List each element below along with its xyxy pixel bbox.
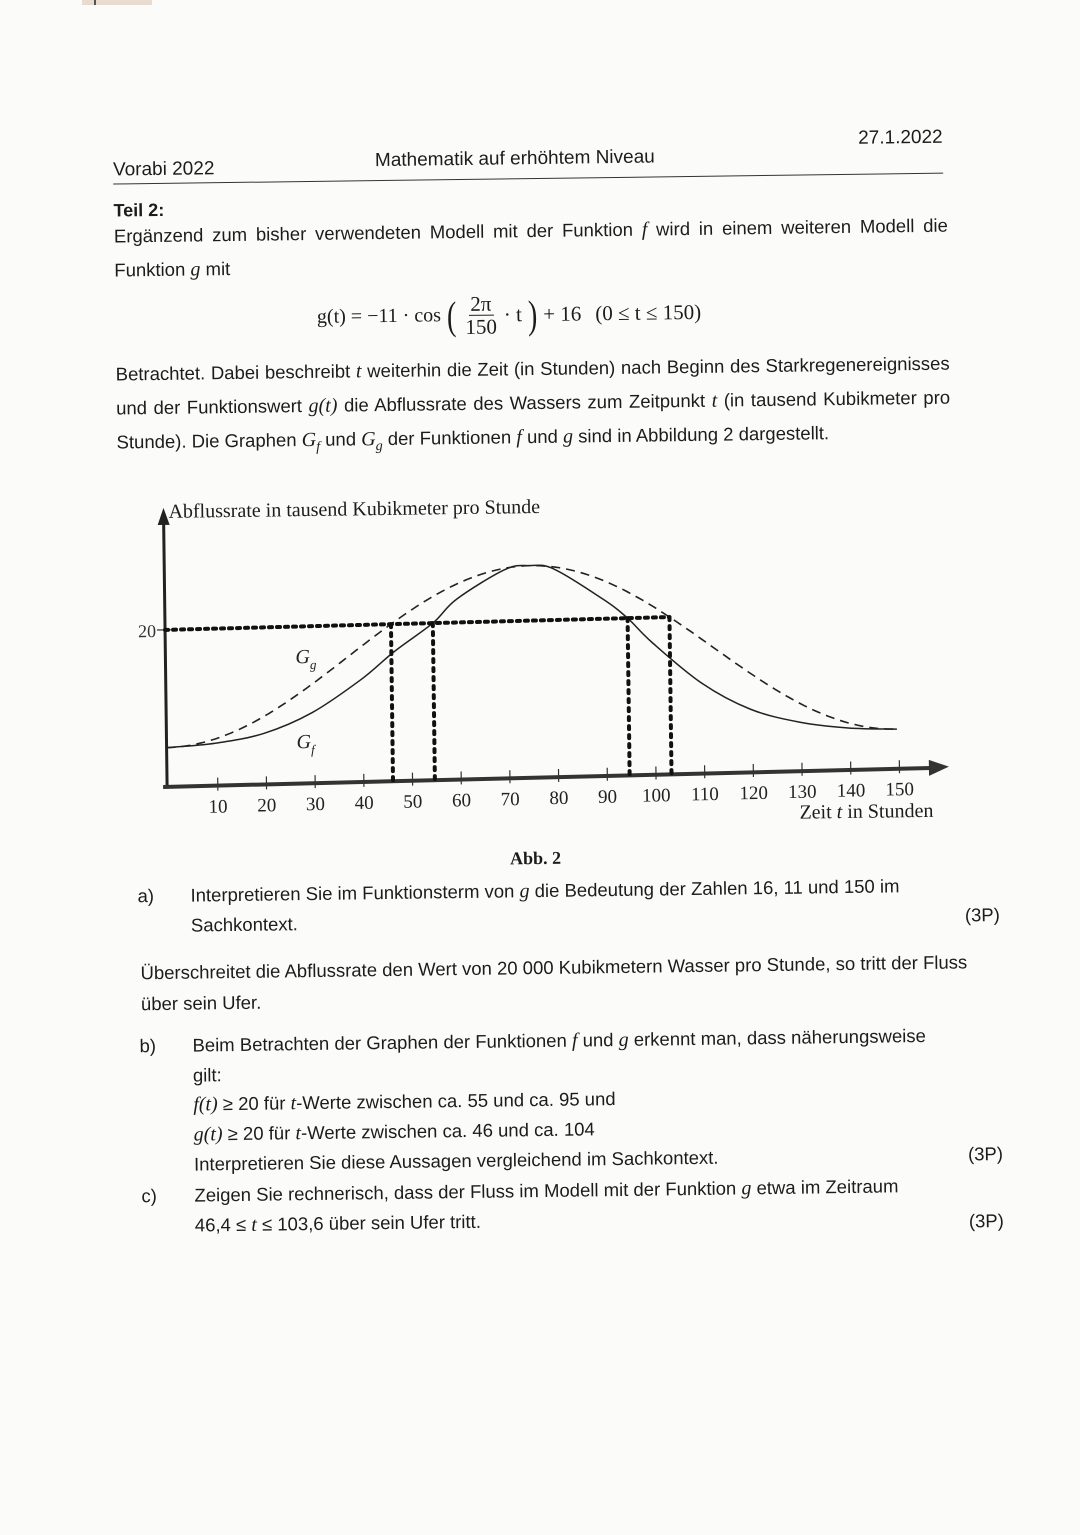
task-c	[141, 1170, 1004, 1241]
task-text: Sachkontext.	[191, 913, 298, 935]
task-body	[192, 1020, 1003, 1179]
task-text: ≤ 103,6 über sein Ufer tritt.	[257, 1211, 481, 1235]
task-text: Beim Betrachten der Graphen der Funktionen	[192, 1030, 572, 1056]
task-body	[190, 870, 1000, 940]
var-f: f	[516, 426, 522, 448]
intro-text: wird in einem weiteren Modell die Funktion	[114, 215, 948, 281]
var-g: g	[519, 880, 529, 902]
graph-Gg: G	[361, 428, 376, 450]
task-b	[139, 1020, 1003, 1179]
vertical-guide	[391, 624, 393, 781]
context-text: weiterhin die Zeit (in Stunden) nach Beginn des Starkregenereignisses und der Funktionswert	[116, 353, 950, 419]
x-tick-label: 80	[549, 788, 568, 809]
x-axis-arrow-icon	[929, 760, 949, 776]
formula-inner-tail: · t	[504, 302, 522, 327]
context-text: (in tausend Kubikmeter pro Stunde). Die Graphen	[116, 387, 950, 453]
task-text: Interpretieren Sie im Funktionsterm von	[190, 880, 519, 905]
task-points: (3P)	[968, 1139, 1003, 1168]
x-tick-label: 60	[452, 790, 471, 811]
var-g: g	[563, 426, 573, 448]
x-tick-label: 120	[739, 783, 768, 804]
x-tick-label: 70	[501, 789, 520, 810]
header-date: 27.1.2022	[858, 127, 943, 150]
task-text: Interpretieren Sie diese Aussagen vergleichend im Sachkontext.	[194, 1147, 719, 1175]
var-t: t	[251, 1214, 257, 1236]
x-tick-label: 20	[257, 795, 276, 816]
flood-condition-note: Überschreitet die Abflussrate den Wert von 20 000 Kubikmetern Wasser pro Stunde, so tritt der Fluss über sein Ufer.	[140, 946, 991, 1019]
var-t: t	[290, 1092, 296, 1114]
subscript-f: f	[316, 440, 320, 455]
context-text: Betrachtet. Dabei beschreibt	[116, 360, 357, 384]
header-exam-name: Vorabi 2022	[113, 158, 215, 181]
task-text: gilt:	[193, 1050, 1002, 1090]
x-tick-label: 10	[208, 796, 227, 817]
chart-y-axis-title: Abflussrate in tausend Kubikmeter pro Stunde	[168, 496, 540, 524]
context-text: und	[320, 428, 361, 450]
task-text: etwa im Zeitraum	[751, 1175, 898, 1198]
intro-text: Ergänzend zum bisher verwendeten Modell mit der Funktion	[114, 219, 642, 247]
formula-rhs: + 16	[543, 301, 581, 326]
vertical-guide	[433, 623, 435, 780]
paren-close: )	[528, 295, 538, 335]
var-g: g	[190, 258, 200, 280]
x-tick-label: 110	[691, 784, 719, 805]
x-tick-label: 130	[788, 782, 817, 803]
task-text: Zeigen Sie rechnerisch, dass der Fluss im Modell mit der Funktion	[194, 1177, 741, 1205]
var-g: g	[619, 1029, 629, 1051]
math-g-of-t: g(t)	[308, 395, 337, 417]
task-body	[194, 1170, 1004, 1241]
x-axis	[163, 768, 936, 787]
var-t: t	[711, 390, 717, 412]
task-text: ≥ 20 für	[218, 1092, 291, 1114]
context-text: der Funktionen	[382, 426, 516, 449]
formula-domain: (0 ≤ t ≤ 150)	[595, 300, 701, 326]
context-text: sind in Abbildung 2 dargestellt.	[573, 422, 829, 446]
curve-Gf	[164, 561, 897, 748]
var-t: t	[356, 360, 362, 382]
task-text: ≥ 20 für	[222, 1122, 295, 1144]
header-subject: Mathematik auf erhöhtem Niveau	[375, 146, 655, 172]
figure-caption: Abb. 2	[510, 848, 561, 870]
task-text: erkennt man, dass näherungsweise	[628, 1025, 925, 1050]
task-text: und	[577, 1029, 618, 1051]
task-label: b)	[139, 1031, 156, 1060]
task-text: -Werte zwischen ca. 46 und ca. 104	[301, 1118, 595, 1143]
var-t: t	[295, 1122, 301, 1144]
fraction-numerator: 2π	[468, 293, 493, 316]
section-title: Teil 2:	[113, 200, 164, 222]
vertical-guide	[669, 617, 671, 774]
vertical-guide	[628, 618, 630, 775]
task-text: 46,4 ≤	[195, 1214, 252, 1236]
y-axis	[164, 517, 168, 787]
task-points: (3P)	[969, 1206, 1004, 1235]
task-label: c)	[141, 1181, 157, 1210]
context-text: und	[522, 426, 563, 448]
x-tick-label: 150	[885, 779, 914, 800]
context-text: die Abflussrate des Wassers zum Zeitpunkt	[337, 390, 711, 416]
intro-text: mit	[200, 258, 230, 279]
fraction-denominator: 150	[465, 316, 497, 338]
task-a	[137, 870, 1000, 940]
var-f: f	[572, 1030, 578, 1052]
chart-x-axis-label: Zeit t in Stunden	[799, 800, 933, 825]
y-axis-arrow-icon	[157, 508, 169, 525]
x-tick-label: 140	[837, 780, 866, 801]
subscript-g: g	[376, 439, 383, 454]
y-tick-label: 20	[138, 621, 156, 641]
task-text: -Werte zwischen ca. 55 und ca. 95 und	[296, 1088, 616, 1113]
var-f: f	[642, 219, 648, 241]
x-tick-label: 50	[403, 792, 422, 813]
label-Gf: $G_f$	[296, 731, 317, 757]
var-g: g	[741, 1177, 751, 1199]
paren-open: (	[447, 296, 457, 336]
x-tick-label: 100	[642, 785, 671, 806]
math-f-of-t: f(t)	[193, 1093, 218, 1115]
task-text: die Bedeutung der Zahlen 16, 11 und 150 im	[529, 875, 899, 901]
math-g-of-t: g(t)	[194, 1123, 223, 1145]
task-label: a)	[137, 881, 154, 910]
graph-Gf: G	[302, 429, 317, 451]
x-tick-label: 30	[306, 794, 325, 815]
task-points: (3P)	[965, 900, 1000, 929]
label-Gg: $G_g$	[295, 646, 317, 672]
x-tick-label: 40	[355, 793, 374, 814]
formula-lhs: g(t) = −11 · cos	[317, 304, 441, 329]
x-tick-label: 90	[598, 787, 617, 808]
threshold-line-20	[165, 617, 670, 630]
